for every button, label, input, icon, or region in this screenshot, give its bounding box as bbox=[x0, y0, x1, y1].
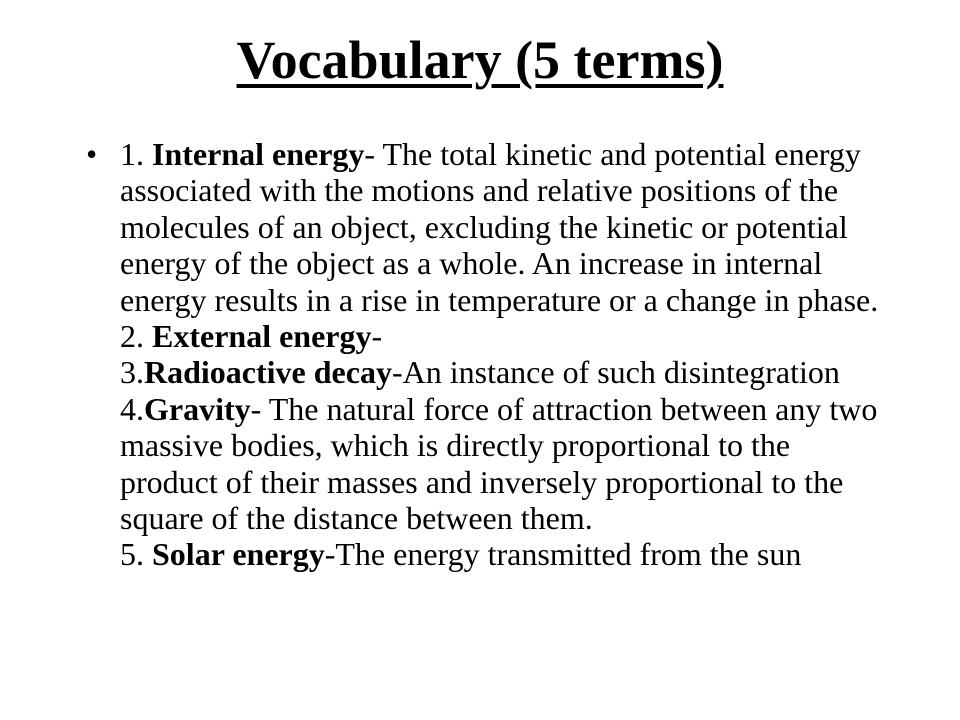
term-4-number: 4. bbox=[120, 390, 144, 427]
term-3-number: 3. bbox=[120, 354, 144, 391]
term-5-number: 5. bbox=[120, 536, 152, 573]
term-1-number: 1. bbox=[120, 136, 152, 172]
term-5-separator: - bbox=[324, 536, 336, 573]
term-4 bbox=[120, 391, 886, 537]
term-1-separator: - bbox=[364, 136, 383, 172]
term-3 bbox=[120, 354, 886, 390]
term-2-separator: - bbox=[371, 318, 383, 355]
bullet-dot-icon: • bbox=[86, 136, 98, 172]
term-4-separator: - bbox=[250, 390, 269, 427]
term-1-definition: The total kinetic and potential energy associated with the motions and relative positions of the molecules of an object, excluding the kinetic or potential energy of the object as a whole. An increase in internal energy results in a rise in temperature or a change in phase. bbox=[120, 136, 879, 318]
slide-title: Vocabulary (5 terms) bbox=[236, 30, 724, 90]
term-5-name: Solar energy bbox=[152, 536, 325, 573]
term-3-definition: An instance of such disintegration bbox=[402, 354, 840, 391]
term-5 bbox=[120, 536, 886, 572]
term-5-definition: The energy transmitted from the sun bbox=[335, 536, 802, 573]
term-4-definition: The natural force of attraction between any two massive bodies, which is directly proportional to the product of their masses and inversely proportional to the square of the distance between them. bbox=[120, 390, 878, 537]
vocabulary-list bbox=[86, 136, 886, 573]
term-2-number: 2. bbox=[120, 318, 152, 355]
term-2-name: External energy bbox=[152, 318, 372, 355]
term-3-separator: - bbox=[391, 354, 403, 391]
term-1 bbox=[120, 136, 886, 318]
term-4-name: Gravity bbox=[144, 390, 251, 427]
term-3-name: Radioactive decay bbox=[144, 354, 392, 391]
vocabulary-bullet bbox=[86, 136, 886, 573]
term-2 bbox=[120, 318, 886, 354]
term-1-name: Internal energy bbox=[152, 136, 365, 172]
